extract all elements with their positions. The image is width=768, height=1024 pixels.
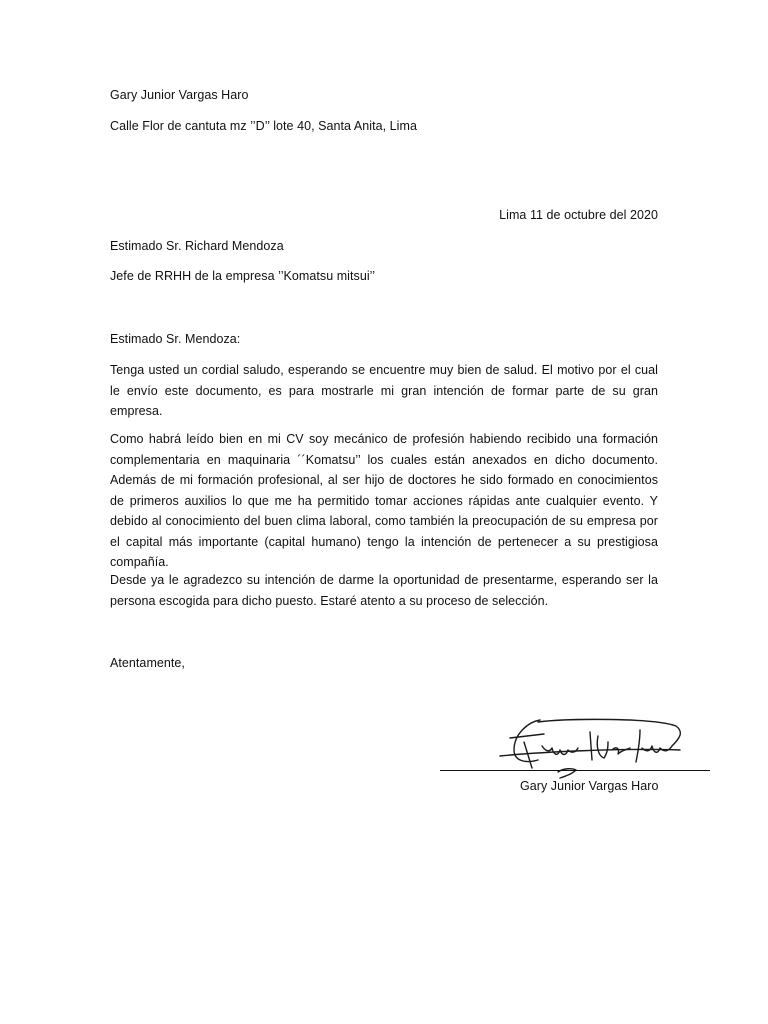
body-paragraph-3: Desde ya le agradezco su intención de darme la oportunidad de presentarme, esperando ser la persona escogida para dicho puesto. Estaré atento a su proceso de selección.	[110, 573, 658, 608]
body-paragraph-1: Tenga usted un cordial saludo, esperando se encuentre muy bien de salud. El motivo por el cual le envío este documento, es para mostrarle mi gran intención de formar parte de su gran empresa.	[110, 363, 658, 418]
recipient-position: Jefe de RRHH de la empresa ’’Komatsu mitsui’’	[110, 269, 376, 283]
closing: Atentamente,	[110, 656, 185, 670]
handwritten-signature	[480, 712, 700, 786]
sender-address: Calle Flor de cantuta mz ’’D’’ lote 40, Santa Anita, Lima	[110, 119, 417, 133]
body-paragraph-2: Como habrá leído bien en mi CV soy mecánico de profesión habiendo recibido una formación complementaria en maquinaria ´´Komatsu’’ los cuales están anexados en dicho documento. Además de mi formación profesional, al ser hijo de doctores he sido formado en conocimientos de primeros auxilios lo que me ha permitido tomar acciones rápidas ante cualquier evento. Y debido al conocimiento del buen clima laboral, como también la preocupación de su empresa por el capital más importante (capital humano) tengo la intención de pertenecer a su prestigiosa compañía.	[110, 432, 658, 569]
salutation: Estimado Sr. Mendoza:	[110, 332, 241, 346]
signature-printed-name: Gary Junior Vargas Haro	[520, 779, 659, 793]
letter-date: Lima 11 de octubre del 2020	[499, 208, 658, 222]
sender-name: Gary Junior Vargas Haro	[110, 88, 249, 102]
signature-line	[440, 770, 710, 771]
signature-block	[440, 712, 712, 802]
recipient-name: Estimado Sr. Richard Mendoza	[110, 239, 284, 253]
